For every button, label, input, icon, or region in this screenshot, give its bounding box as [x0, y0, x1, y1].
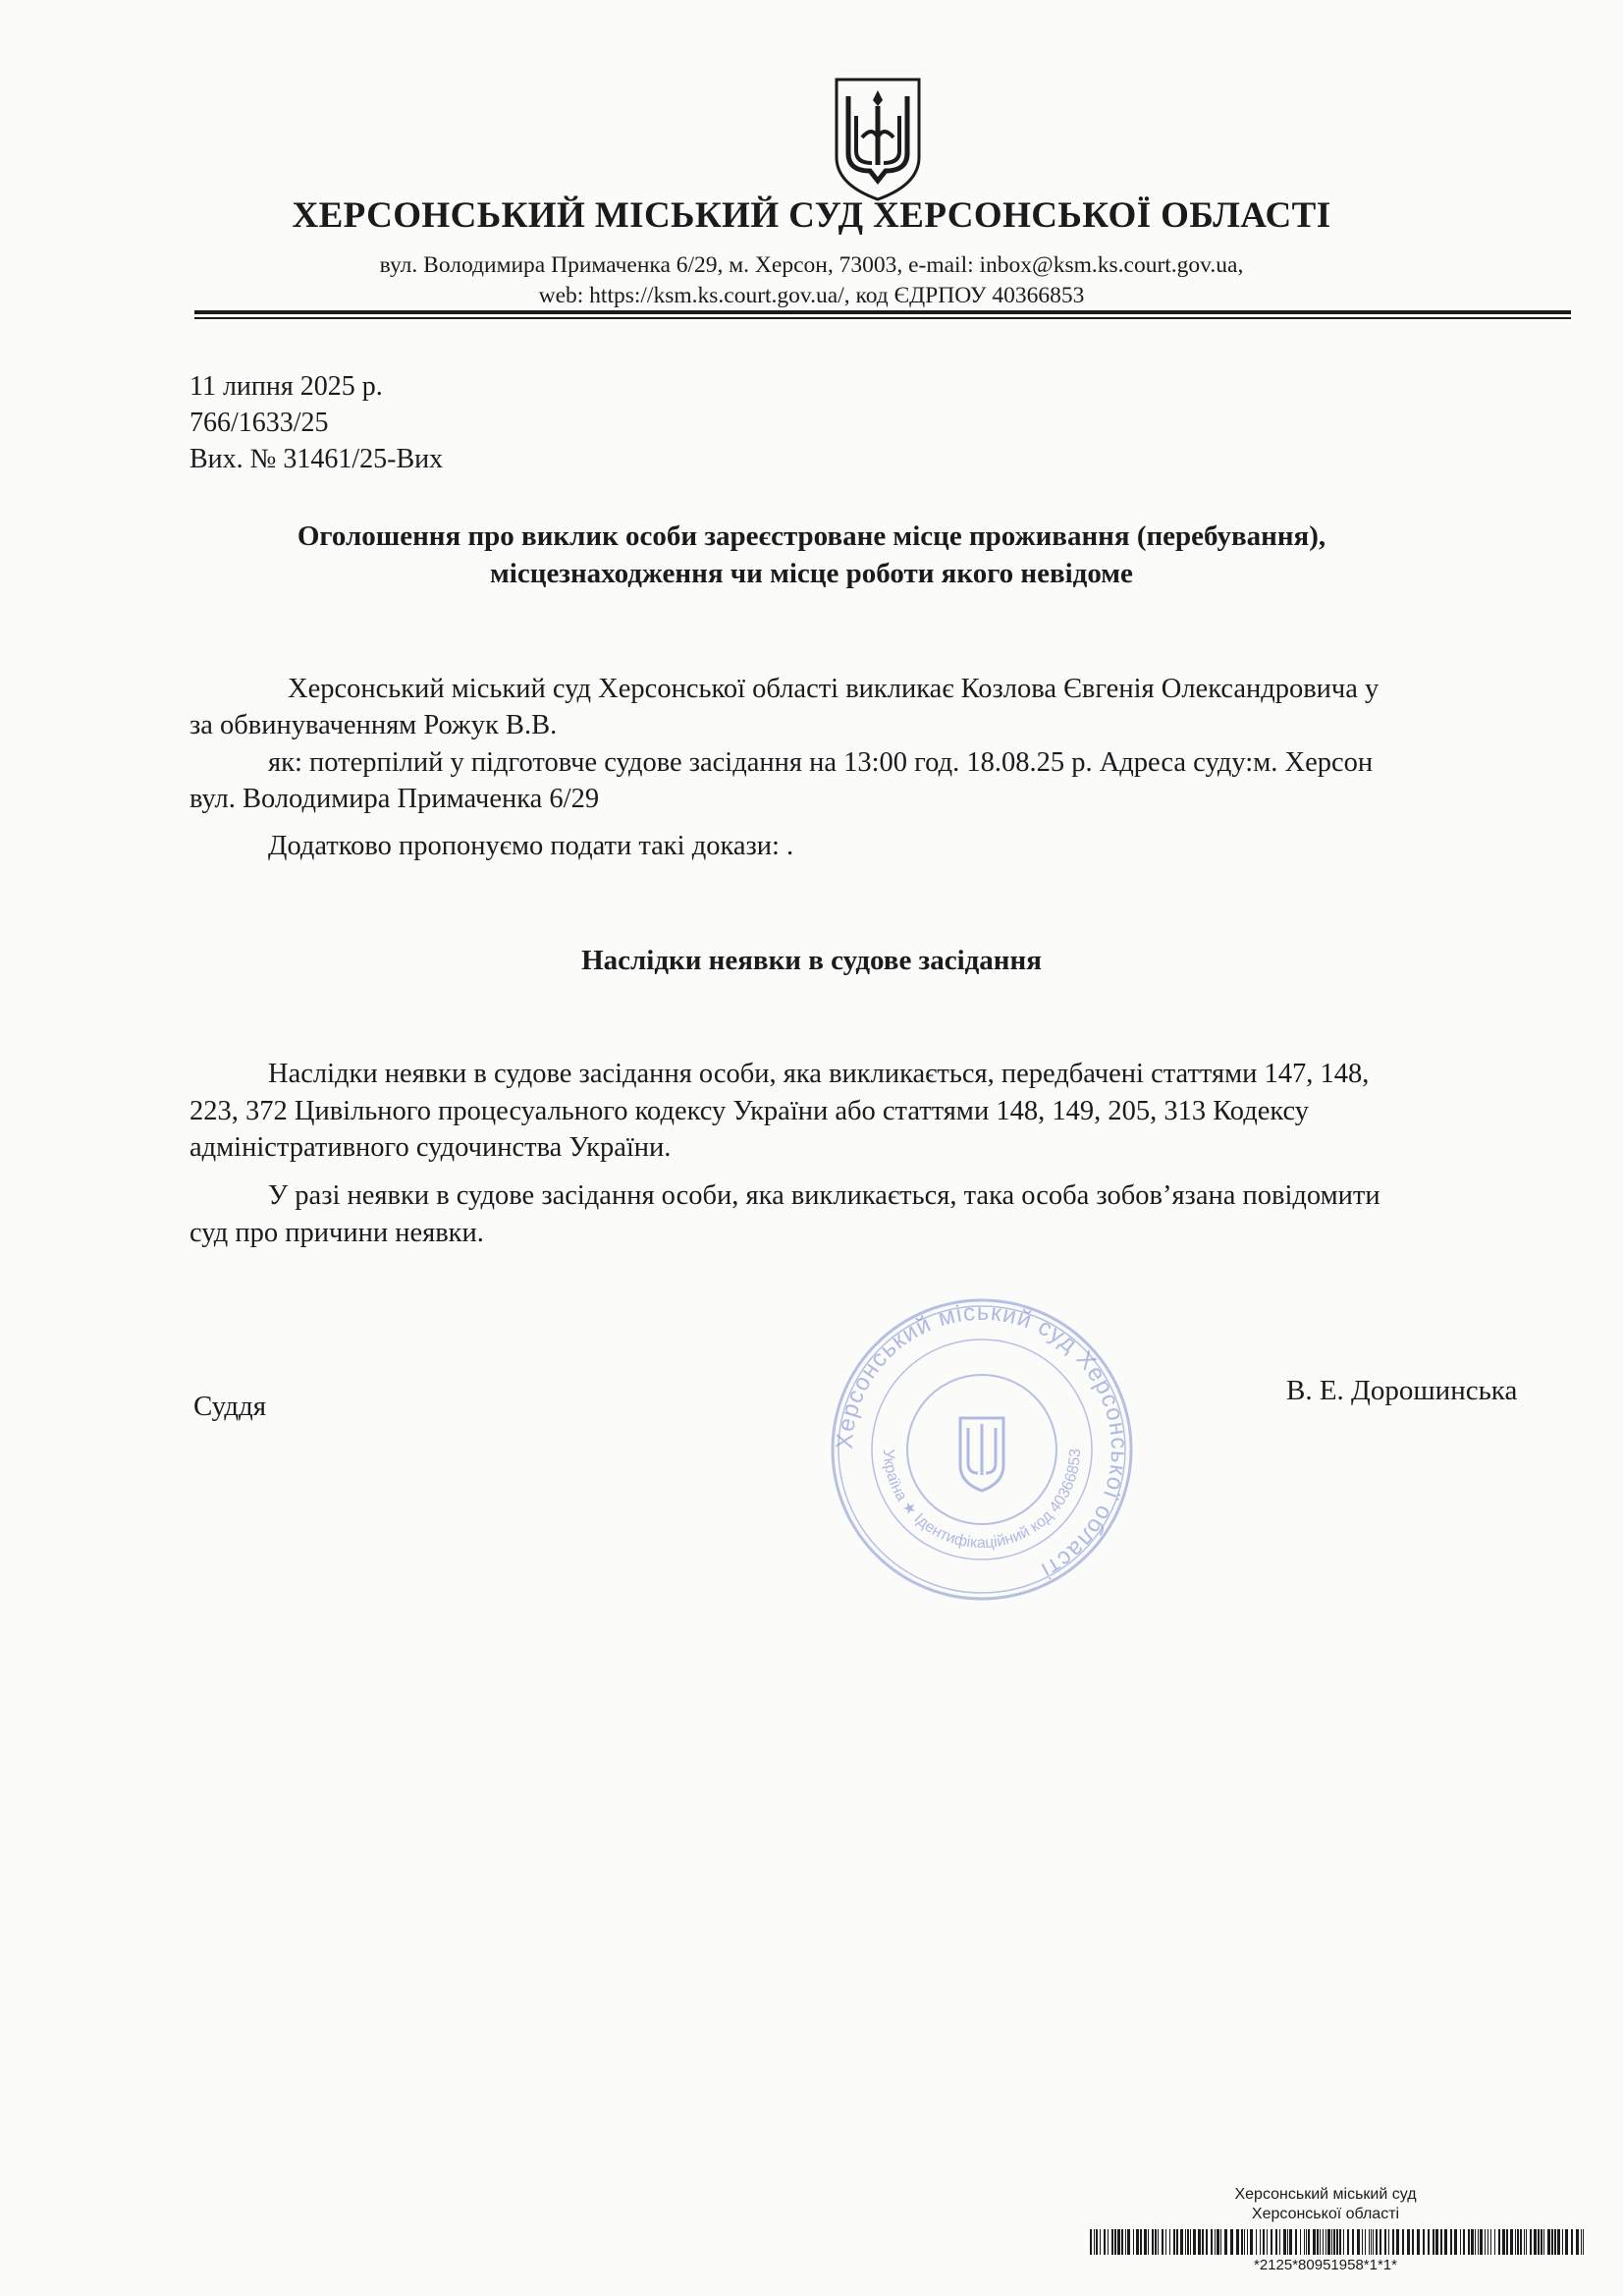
court-name: ХЕРСОНСЬКИЙ МІСЬКИЙ СУД ХЕРСОНСЬКОЇ ОБЛАСТІ [292, 195, 1331, 236]
court-seal-stamp [825, 1292, 1139, 1607]
signature-role: Суддя [193, 1391, 267, 1422]
court-web-code: web: https://ksm.ks.court.gov.ua/, код ЄДРПОУ 40366853 [538, 283, 1085, 308]
consequences-title: Наслідки неявки в судове засідання [581, 945, 1042, 976]
summons-paragraph-line2: за обвинуваченням Рожук В.В. [189, 710, 558, 740]
barcode-number: *2125*80951958*1*1* [1254, 2257, 1397, 2273]
header-rule-thin [194, 317, 1571, 319]
hearing-paragraph-line1: як: потерпілий у підготовче судове засідання на 13:00 год. 18.08.25 р. Адреса суду:м. Херсон [268, 747, 1374, 778]
announcement-title-line1: Оголошення про виклик особи зареєстроване місце проживання (перебування), [297, 520, 1326, 552]
footer-court-line1: Херсонський міський суд [1234, 2186, 1417, 2203]
summons-paragraph-line1: Херсонський міський суд Херсонської області викликає Козлова Євгенія Олександровича у [288, 674, 1380, 704]
notify-paragraph-line1: У разі неявки в судове засідання особи, яка викликається, така особа зобов’язана повідомити [268, 1180, 1380, 1211]
case-number: 766/1633/25 [189, 408, 329, 438]
coat-of-arms-icon [833, 77, 923, 202]
notify-paragraph-line2: суд про причини неявки. [189, 1218, 484, 1248]
footer-court-line2: Херсонської області [1251, 2206, 1400, 2222]
seal-inner-text: Україна ★ Ідентифікаційний код 40366853 [879, 1448, 1085, 1553]
hearing-paragraph-line2: вул. Володимира Примаченка 6/29 [189, 784, 600, 814]
consequences-paragraph-line1: Наслідки неявки в судове засідання особи, яка викликається, передбачені статтями 147, 148, [268, 1059, 1370, 1089]
seal-tryzub-icon [960, 1418, 1003, 1491]
consequences-paragraph-line3: адміністративного судочинства України. [189, 1132, 672, 1163]
evidence-paragraph: Додатково пропонуємо подати такі докази: . [268, 831, 794, 861]
consequences-paragraph-line2: 223, 372 Цивільного процесуального кодексу України або статтями 148, 149, 205, 313 Кодексу [189, 1096, 1310, 1126]
signature-name: В. Е. Дорошинська [1286, 1375, 1518, 1406]
announcement-title-line2: місцезнаходження чи місце роботи якого невідоме [490, 558, 1133, 589]
seal-outer-text: Херсонський міський суд Херсонської області [831, 1298, 1133, 1585]
header-rule [194, 310, 1571, 314]
barcode [1090, 2229, 1589, 2255]
document-date: 11 липня 2025 р. [189, 371, 383, 402]
outgoing-number: Вих. № 31461/25-Вих [189, 444, 444, 474]
court-address: вул. Володимира Примачeнка 6/29, м. Херсон, 73003, e-mail: inbox@ksm.ks.court.gov.ua, [379, 252, 1244, 278]
